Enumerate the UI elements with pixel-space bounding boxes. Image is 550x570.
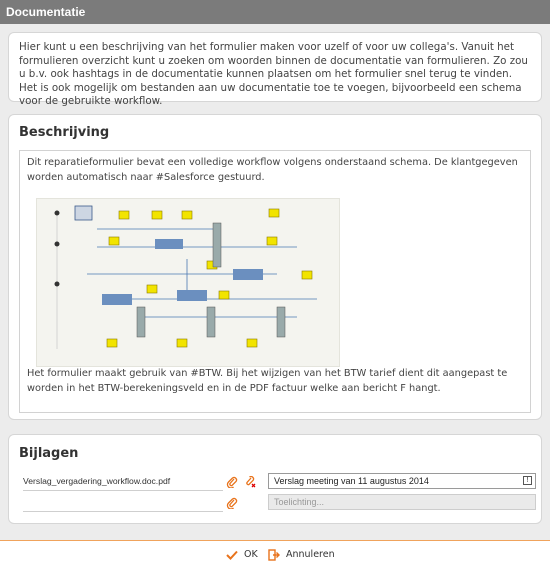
attachment-description-value: Verslag meeting van 11 augustus 2014 bbox=[274, 476, 429, 486]
expand-icon[interactable]: ! bbox=[523, 476, 532, 485]
attachments-title: Bijlagen bbox=[19, 446, 79, 461]
description-editor[interactable] bbox=[19, 150, 531, 413]
description-paragraph-1: Dit reparatieformulier bevat een volledige workflow volgens onderstaand schema. De klantgegeven worden automatisch naar #Salesforce gestuurd. bbox=[27, 157, 518, 183]
intro-panel bbox=[8, 32, 542, 108]
attachment-filename[interactable]: Verslag_vergadering_workflow.doc.pdf bbox=[23, 474, 223, 491]
checkmark-icon bbox=[226, 550, 238, 560]
window-title: Documentatie bbox=[0, 0, 550, 24]
attachments-panel bbox=[8, 434, 542, 524]
cancel-button[interactable] bbox=[268, 547, 335, 563]
workflow-diagram-image bbox=[36, 198, 340, 367]
paperclip-icon[interactable] bbox=[226, 476, 238, 488]
attachment-note-placeholder: Toelichting... bbox=[274, 497, 325, 507]
footer-bar bbox=[0, 540, 550, 570]
attachment-description-field[interactable] bbox=[268, 473, 536, 489]
ok-label: OK bbox=[244, 549, 258, 560]
attachment-filename-empty[interactable] bbox=[23, 495, 223, 512]
description-paragraph-2: Het formulier maakt gebruik van #BTW. Bij het wijzigen van het BTW tarief dient dit aangepast te worden in het BTW-berekeningsveld en in de PDF factuur welke aan bericht F hangt. bbox=[27, 368, 508, 394]
description-title: Beschrijving bbox=[19, 125, 110, 140]
description-panel bbox=[8, 114, 542, 420]
cancel-label: Annuleren bbox=[286, 549, 335, 560]
remove-attachment-icon[interactable] bbox=[244, 476, 256, 488]
paperclip-icon[interactable] bbox=[226, 497, 238, 509]
ok-button[interactable] bbox=[226, 547, 258, 563]
exit-icon bbox=[268, 549, 280, 561]
intro-text: Hier kunt u een beschrijving van het formulier maken voor uzelf of voor uw collega's. Vanuit het formulieren overzicht kunt u zoeken om woorden binnen de documentatie van formulieren. Zo zou u b.v. ook hashtags in de documentatie kunnen plaatsen om het formulier snel terug te vinden. Het is ook mogelijk om bestanden aan uw documentatie toe te voegen, bijvoorbeeld een schema voor de gebruikte workflow. bbox=[19, 41, 528, 108]
attachment-note-field[interactable] bbox=[268, 494, 536, 510]
